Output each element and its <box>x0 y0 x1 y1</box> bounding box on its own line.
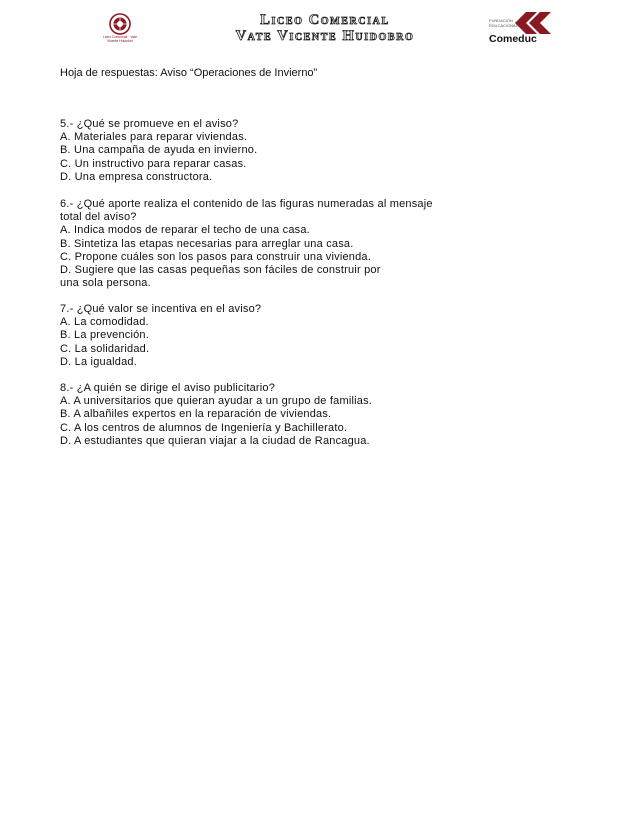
option-c: C. A los centros de alumnos de Ingeniería y Bachillerato. <box>60 421 348 434</box>
question-6 <box>60 198 433 290</box>
option-c: C. Propone cuáles son los pasos para construir una vivienda. <box>60 250 372 263</box>
school-name-line2: Vate Vicente Huidobro <box>235 28 415 44</box>
option-a: A. A universitarios que quieran ayudar a un grupo de familias. <box>60 395 373 408</box>
question-text-continued: total del aviso? <box>60 211 137 224</box>
question-text: 8.- ¿A quién se dirige el aviso publicitario? <box>60 382 276 394</box>
option-a: A. Indica modos de reparar el techo de una casa. <box>60 224 310 237</box>
seal-icon <box>109 13 131 35</box>
brand-name: Comeduc <box>489 33 537 45</box>
question-5 <box>60 118 257 184</box>
option-d-continued: una sola persona. <box>60 277 151 290</box>
question-text: 6.- ¿Qué aporte realiza el contenido de las figuras numeradas al mensaje <box>60 198 433 210</box>
seal-caption-2: Vicente Huidobro <box>107 39 133 44</box>
option-c: C. Un instructivo para reparar casas. <box>60 157 247 170</box>
question-7 <box>60 303 261 369</box>
option-b: B. A albañiles expertos en la reparación de viviendas. <box>60 408 332 421</box>
comeduc-mark-icon <box>515 12 555 34</box>
question-text: 5.- ¿Qué se promueve en el aviso? <box>60 118 239 130</box>
option-d: D. Sugiere que las casas pequeñas son fáciles de construir por <box>60 264 381 277</box>
comeduc-logo <box>488 12 556 44</box>
document-title: Hoja de respuestas: Aviso “Operaciones de Invierno” <box>60 67 318 79</box>
foundation-label <box>489 18 518 28</box>
option-d: D. Una empresa constructora. <box>60 170 213 183</box>
option-d: D. A estudiantes que quieran viajar a la ciudad de Rancagua. <box>60 434 370 447</box>
school-seal-logo <box>96 13 144 47</box>
option-c: C. La solidaridad. <box>60 342 150 355</box>
option-d: D. La igualdad. <box>60 355 137 368</box>
foundation-line1: FUNDACIÓN <box>489 18 513 23</box>
question-text: 7.- ¿Qué valor se incentiva en el aviso? <box>60 303 262 315</box>
school-name <box>180 12 470 44</box>
seal-caption-1: Liceo Comercial · Vate <box>102 35 138 39</box>
option-b: B. La prevención. <box>60 329 150 342</box>
school-name-line1: Liceo Comercial <box>260 12 390 28</box>
foundation-line2: EDUCACIONAL <box>489 23 518 28</box>
option-a: A. Materiales para reparar viviendas. <box>60 131 248 144</box>
option-b: B. Sintetiza las etapas necesarias para arreglar una casa. <box>60 237 354 250</box>
option-a: A. La comodidad. <box>60 316 149 329</box>
question-8 <box>60 382 372 448</box>
option-b: B. Una campaña de ayuda en invierno. <box>60 144 258 157</box>
